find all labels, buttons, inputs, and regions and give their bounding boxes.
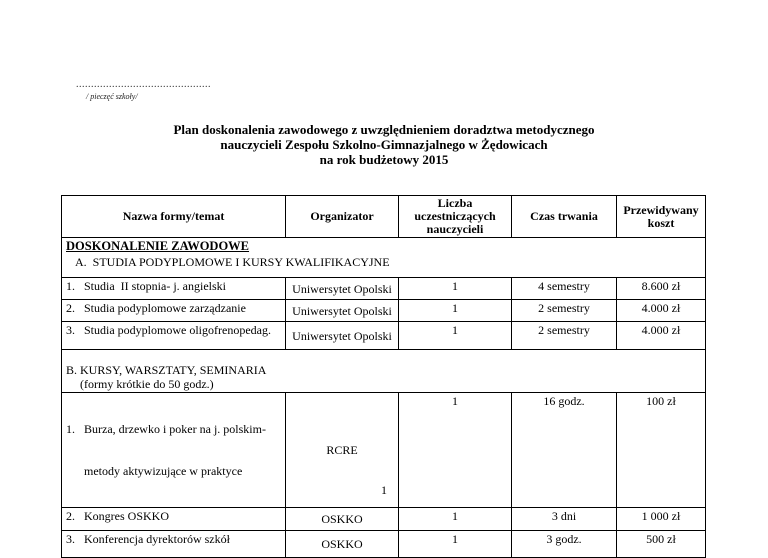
plan-table [61, 195, 706, 558]
cell-cost: 500 zł [617, 531, 706, 558]
cell-name-line1: 1. Burza, drzewko i poker na j. polskim- [66, 422, 266, 436]
stamp-area [76, 80, 211, 101]
cell-duration: 16 godz. [512, 393, 617, 508]
section-a-heading: DOSKONALENIE ZAWODOWE [66, 239, 250, 253]
cell-organizer: Uniwersytet Opolski [286, 322, 399, 350]
section-b-row [62, 350, 706, 393]
cell-cost: 4.000 zł [617, 322, 706, 350]
cell-cost: 8.600 zł [617, 278, 706, 300]
table-header-row [62, 196, 706, 238]
cell-participants: 1 [399, 508, 512, 531]
cell-duration: 3 godz. [512, 531, 617, 558]
cell-participants: 1 [399, 322, 512, 350]
cell-name: 2. Kongres OSKKO [62, 508, 286, 531]
header-liczba-uczestniczacych: Liczba uczestniczących nauczycieli [399, 196, 512, 238]
cell-duration: 2 semestry [512, 322, 617, 350]
stamp-dotted-line: ............................................. [76, 79, 211, 90]
section-b-heading-line1: B. KURSY, WARSZTATY, SEMINARIA [66, 363, 267, 377]
section-a-row [62, 238, 706, 278]
cell-name: 3. Studia podyplomowe oligofrenopedag. [62, 322, 286, 350]
cell-cost: 100 zł [617, 393, 706, 508]
cell-participants: 1 [399, 300, 512, 322]
section-a-cell [62, 238, 706, 278]
section-b-heading-line2: (formy krótkie do 50 godz.) [80, 377, 214, 391]
cell-organizer: OSKKO [286, 531, 399, 558]
cell-duration: 3 dni [512, 508, 617, 531]
title-line-2: nauczycieli Zespołu Szkolno-Gimnazjalnego w Żędowicach [220, 137, 548, 152]
table-row-b2 [62, 508, 706, 531]
page-number: 1 [381, 483, 387, 497]
title-line-1: Plan doskonalenia zawodowego z uwzględnieniem doradztwa metodycznego [173, 122, 595, 137]
header-organizator: Organizator [286, 196, 399, 238]
section-b-cell [62, 350, 706, 393]
cell-name: 2. Studia podyplomowe zarządzanie [62, 300, 286, 322]
cell-participants: 1 [399, 278, 512, 300]
cell-organizer: Uniwersytet Opolski [286, 300, 399, 322]
cell-duration: 2 semestry [512, 300, 617, 322]
header-nazwa-formy: Nazwa formy/temat [62, 196, 286, 238]
cell-organizer: Uniwersytet Opolski [286, 278, 399, 300]
cell-cost: 4.000 zł [617, 300, 706, 322]
cell-organizer: OSKKO [286, 508, 399, 531]
cell-name: 3. Konferencja dyrektorów szkół [62, 531, 286, 558]
table-row-a1 [62, 278, 706, 300]
cell-name-line2: metody aktywizujące w praktyce [84, 464, 243, 478]
cell-participants: 1 [399, 531, 512, 558]
title-line-3: na rok budżetowy 2015 [319, 152, 449, 167]
table-row-b3 [62, 531, 706, 558]
table-row-a3 [62, 322, 706, 350]
header-czas-trwania: Czas trwania [512, 196, 617, 238]
section-a-subheading: A. STUDIA PODYPLOMOWE I KURSY KWALIFIKACYJNE [75, 255, 390, 269]
stamp-caption: / pieczęć szkoły/ [86, 92, 138, 101]
cell-cost: 1 000 zł [617, 508, 706, 531]
cell-duration: 4 semestry [512, 278, 617, 300]
cell-organizer: RCRE [286, 393, 399, 508]
cell-participants: 1 [399, 393, 512, 508]
cell-name: 1. Studia II stopnia- j. angielski [62, 278, 286, 300]
header-przewidywany-koszt: Przewidywany koszt [617, 196, 706, 238]
table-row-a2 [62, 300, 706, 322]
document-title [0, 122, 768, 167]
